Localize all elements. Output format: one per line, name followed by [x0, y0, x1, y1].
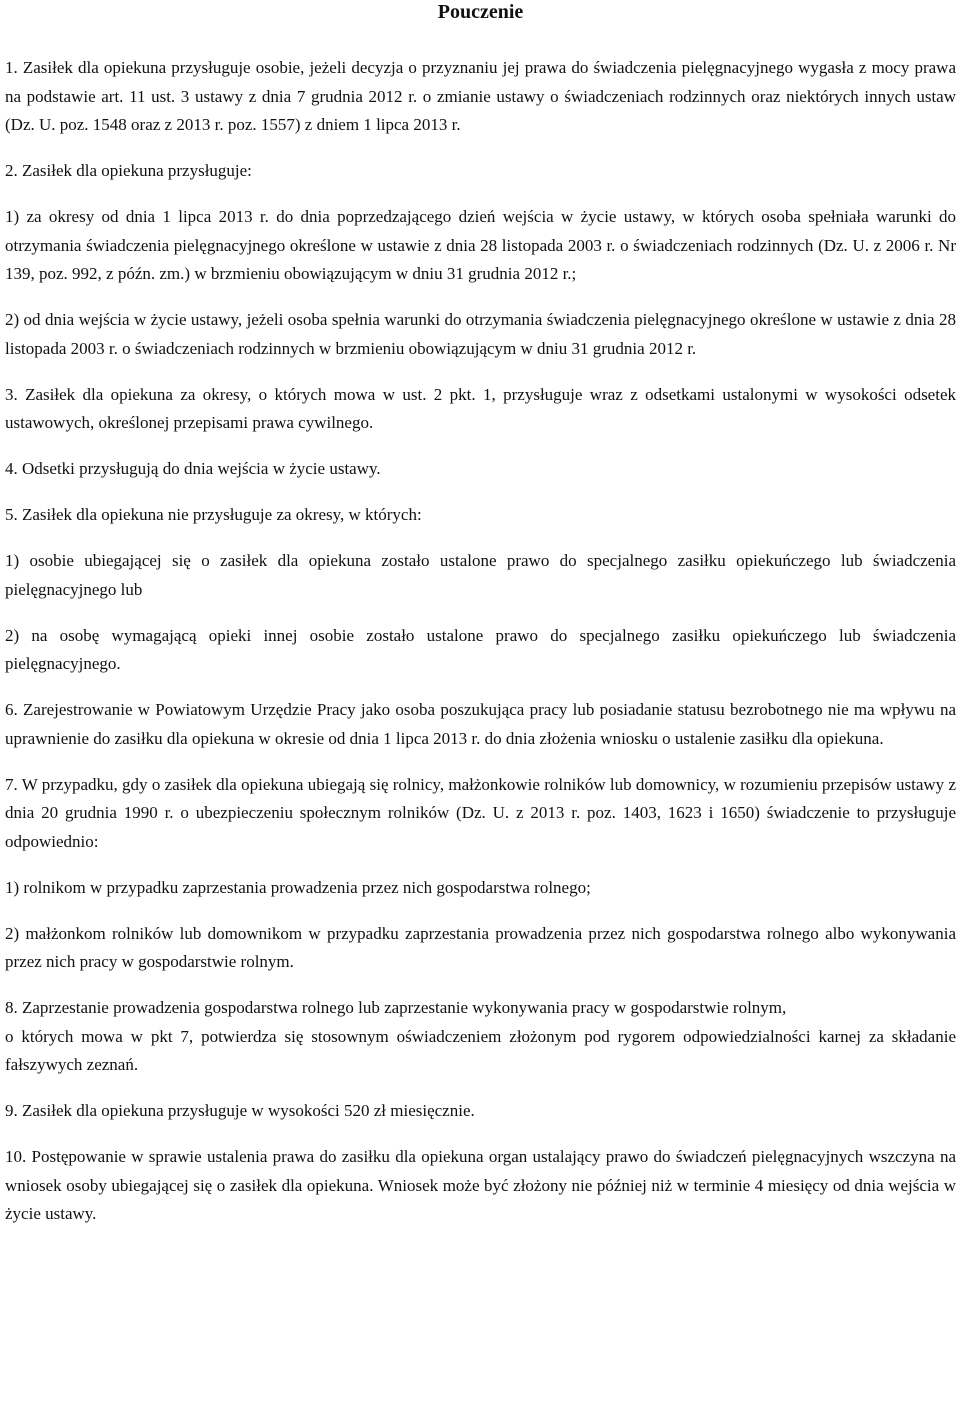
- paragraph-5-point-1: 1) osobie ubiegającej się o zasiłek dla opiekuna zostało ustalone prawo do specjalnego zasiłku opiekuńczego lub świadczenia pielęgnacyjnego lub: [5, 551, 956, 599]
- paragraph-3: 3. Zasiłek dla opiekuna za okresy, o których mowa w ust. 2 pkt. 1, przysługuje wraz z odsetkami ustalonymi w wysokości odsetek ustawowych, określonej przepisami prawa cywilnego.: [5, 384, 956, 432]
- paragraph-7-point-1: 1) rolnikom w przypadku zaprzestania prowadzenia przez nich gospodarstwa rolnego;: [5, 877, 591, 897]
- paragraph-2-point-2: 2) od dnia wejścia w życie ustawy, jeżeli osoba spełnia warunki do otrzymania świadczenia pielęgnacyjnego określone w ustawie z dnia 28 listopada 2003 r. o świadczeniach rodzinnych w brzmieniu obowiązującym w dniu 31 grudnia 2012 r.: [5, 310, 956, 358]
- paragraph-9: 9. Zasiłek dla opiekuna przysługuje w wysokości 520 zł miesięcznie.: [5, 1101, 475, 1120]
- paragraph-7: 7. W przypadku, gdy o zasiłek dla opiekuna ubiegają się rolnicy, małżonkowie rolników lub domownicy, w rozumieniu przepisów ustawy z dnia 20 grudnia 1990 r. o ubezpieczeniu społecznym rolników (Dz. U. z 2013 r. poz. 1403, 1623 i 1650) świadczenie to przysługuje odpowiednio:: [5, 774, 956, 851]
- paragraph-6: 6. Zarejestrowanie w Powiatowym Urzędzie Pracy jako osoba poszukująca pracy lub posiadanie statusu bezrobotnego nie ma wpływu na uprawnienie do zasiłku dla opiekuna w okresie od dnia 1 lipca 2013 r. do dnia złożenia wniosku o ustalenie zasiłku dla opiekuna.: [5, 700, 956, 748]
- paragraph-2-point-1: 1) za okresy od dnia 1 lipca 2013 r. do dnia poprzedzającego dzień wejścia w życie ustawy, w których osoba spełniała warunki do otrzymania świadczenia pielęgnacyjnego określone w ustawie z dnia 28 listopada 2003 r. o świadczeniach rodzinnych (Dz. U. z 2006 r. Nr 139, poz. 992, z późn. zm.) w brzmieniu obowiązującym w dniu 31 grudnia 2012 r.;: [5, 207, 956, 283]
- paragraph-10: 10. Postępowanie w sprawie ustalenia prawa do zasiłku dla opiekuna organ ustalający prawo do świadczeń pielęgnacyjnych wszczyna na wniosek osoby ubiegającej się o zasiłek dla opiekuna. Wniosek może być złożony nie później niż w terminie 4 miesięcy od dnia wejścia w życie ustawy.: [5, 1147, 956, 1223]
- document-title: Pouczenie: [437, 1, 524, 23]
- paragraph-1: 1. Zasiłek dla opiekuna przysługuje osobie, jeżeli decyzja o przyznaniu jej prawa do świadczenia pielęgnacyjnego wygasła z mocy prawa na podstawie art. 11 ust. 3 ustawy z dnia 7 grudnia 2012 r. o zmianie ustawy o świadczeniach rodzinnych oraz niektórych innych ustaw (Dz. U. poz. 1548 oraz z 2013 r. poz. 1557) z dniem 1 lipca 2013 r.: [5, 58, 956, 134]
- paragraph-2: 2. Zasiłek dla opiekuna przysługuje:: [5, 161, 252, 180]
- paragraph-7-point-2: 2) małżonkom rolników lub domownikom w przypadku zaprzestania prowadzenia przez nich gospodarstwa rolnego albo wykonywania przez nich pracy w gospodarstwie rolnym.: [5, 923, 956, 971]
- paragraph-4: 4. Odsetki przysługują do dnia wejścia w życie ustawy.: [5, 459, 381, 478]
- paragraph-5-point-2: 2) na osobę wymagającą opieki innej osobie zostało ustalone prawo do specjalnego zasiłku opiekuńczego lub świadczenia pielęgnacyjnego.: [5, 625, 956, 673]
- paragraph-8: 8. Zaprzestanie prowadzenia gospodarstwa rolnego lub zaprzestanie wykonywania pracy w gospodarstwie rolnym,: [5, 998, 787, 1017]
- paragraph-8-continuation: o których mowa w pkt 7, potwierdza się stosownym oświadczeniem złożonym pod rygorem odpowiedzialności karnej za składanie fałszywych zeznań.: [5, 1026, 956, 1074]
- paragraph-5: 5. Zasiłek dla opiekuna nie przysługuje za okresy, w których:: [5, 505, 422, 524]
